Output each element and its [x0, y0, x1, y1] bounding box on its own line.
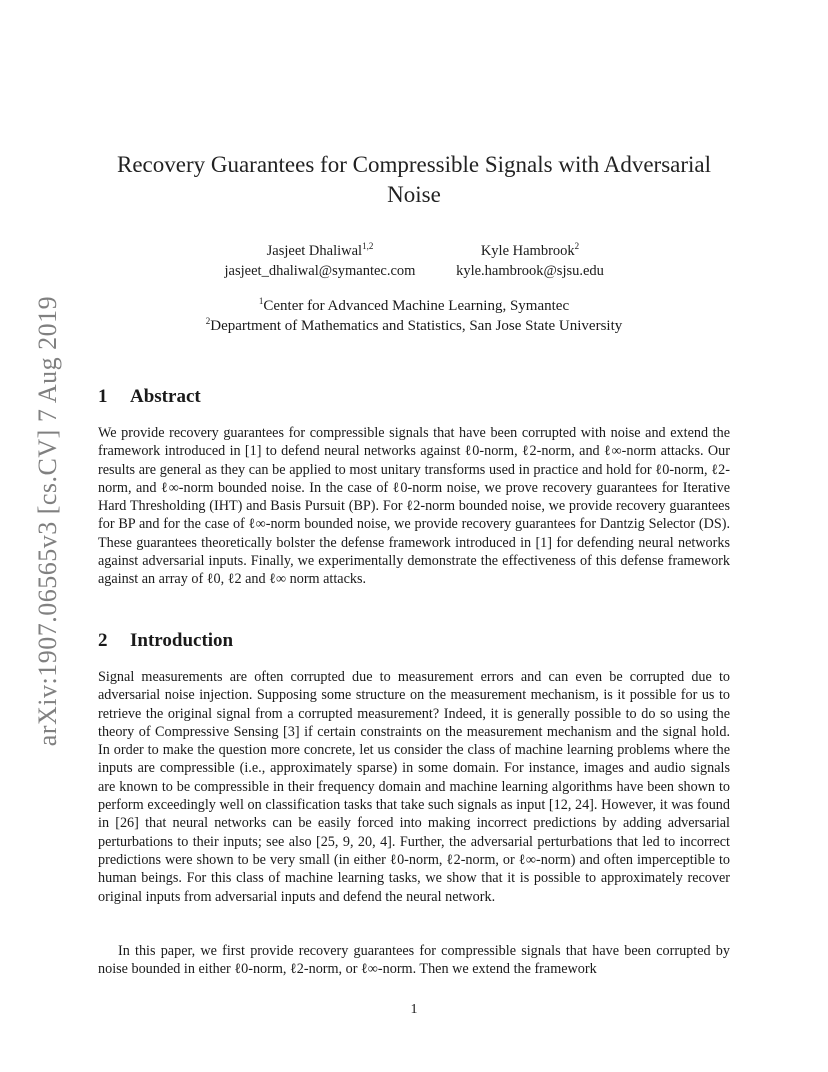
title-line-2: Noise — [387, 182, 441, 207]
author-1-email[interactable]: jasjeet_dhaliwal@symantec.com — [224, 263, 416, 279]
page-number: 1 — [410, 1002, 418, 1017]
author-2-name: Kyle Hambrook — [480, 243, 575, 259]
affiliation-2-text: Department of Mathematics and Statistics, San Jose State University — [210, 318, 623, 334]
affiliation-1 — [96, 296, 732, 316]
title-line-1: Recovery Guarantees for Compressible Signals with Adversarial — [116, 152, 711, 177]
section-heading-abstract — [98, 386, 201, 408]
section-heading-introduction — [98, 630, 233, 652]
author-1 — [200, 241, 440, 281]
author-2-email[interactable]: kyle.hambrook@sjsu.edu — [456, 263, 604, 279]
section-title: Introduction — [130, 630, 234, 651]
abstract-paragraph: We provide recovery guarantees for compressible signals that have been corrupted with noise and extend the framework introduced in [1] to defend neural networks against ℓ0-norm, ℓ2-norm, and ℓ∞-norm attacks. Our results are general as they can be applied to most unitary transforms used in practice and hold for ℓ0-norm, ℓ2-norm, and ℓ∞-norm bounded noise. In the case of ℓ0-norm noise, we prove recovery guarantees for Iterative Hard Thresholding (IHT) and Basis Pursuit (BP). For ℓ2-norm bounded noise, we provide recovery guarantees for BP and for the case of ℓ∞-norm bounded noise, we provide recovery guarantees for Dantzig Selector (DS). These guarantees theoretically bolster the defense framework introduced in [1] for defending neural networks against adversarial inputs. Finally, we experimentally demonstrate the effectiveness of this defense framework against an array of ℓ0, ℓ2 and ℓ∞ norm attacks. — [98, 425, 730, 588]
author-1-name: Jasjeet Dhaliwal — [266, 243, 363, 259]
intro-paragraph-2: In this paper, we first provide recovery guarantees for compressible signals that have been corrupted by noise bounded in either ℓ0-norm, ℓ2-norm, or ℓ∞-norm. Then we extend the framework — [98, 943, 730, 978]
section-number: 2 — [98, 630, 108, 651]
author-1-sup: 1,2 — [362, 241, 374, 252]
paper-title — [96, 150, 732, 210]
affiliation-2 — [96, 316, 732, 336]
affiliation-2-sup: 2 — [205, 316, 211, 326]
author-2-sup: 2 — [574, 241, 580, 252]
affiliation-1-text: Center for Advanced Machine Learning, Symantec — [263, 298, 570, 314]
intro-paragraph-1: Signal measurements are often corrupted due to measurement errors and can even be corrupted due to adversarial noise injection. Supposing some structure on the measurement mechanism, is it possible for us to retrieve the original signal from a corrupted measurement? Indeed, it is generally possible to do so using the theory of Compressive Sensing [3] if certain constraints on the measurement mechanism and the signal hold. In order to make the question more concrete, let us consider the class of machine learning problems where the inputs are compressible (i.e., approximately sparse) in some domain. For instance, images and audio signals are known to be compressible in their frequency domain and machine learning algorithms have been shown to perform exceedingly well on classification tasks that take such signals as input [12, 24]. However, it was found in [26] that neural networks can be easily forced into making incorrect predictions by adding adversarial perturbations to their inputs; see also [25, 9, 20, 4]. Further, the adversarial perturbations that led to incorrect predictions were shown to be very small (in either ℓ0-norm, ℓ2-norm, or ℓ∞-norm) and often imperceptible to human beings. For this class of machine learning tasks, we show that it is possible to approximately recover original inputs from adversarial inputs and defend the neural network. — [98, 669, 730, 905]
affiliations — [96, 296, 732, 336]
affiliation-1-sup: 1 — [258, 296, 264, 306]
section-title: Abstract — [130, 386, 201, 407]
arxiv-stamp-text: arXiv:1907.06565v3 [cs.CV] 7 Aug 2019 — [33, 295, 62, 747]
section-number: 1 — [98, 386, 108, 407]
author-2 — [440, 241, 620, 281]
